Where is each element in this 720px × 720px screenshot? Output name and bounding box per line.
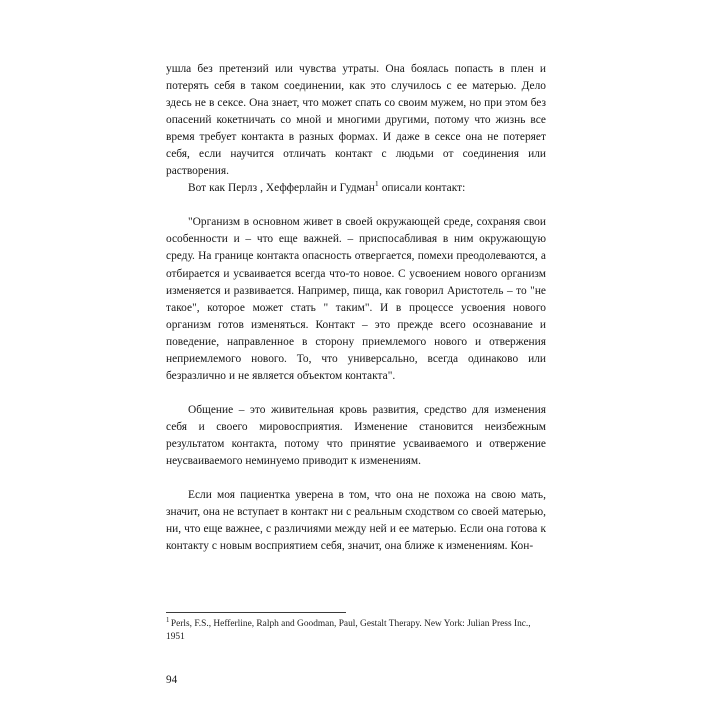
paragraph-blockquote: "Организм в основном живет в своей окружающей среде, сохраняя свои особенности и – что еще важней. – приспосабливая в ним окружающую среду. На границе контакта опасность отвергается, помехи преодолеваются, а отбирается и усваивается всегда что-то новое. С усвоением нового организм изменяется и развивается. Например, пища, как говорил Аристотель – то "не такое", которое может стать " таким". И в процессе усвоения нового организм готов изменяться. Контакт – это прежде всего осознавание и поведение, направленное в сторону приемлемого нового и отвержения неприемлемого нового. То, что универсально, всегда одинаково или безразлично и не является объектом контакта". (166, 216, 546, 382)
quote-intro-text-before-marker: Вот как Перлз , Хефферлайн и Гудман (188, 182, 375, 195)
footnote-number: 1 (166, 616, 170, 624)
paragraph-patient-case: Если моя пациентка уверена в том, что она не похожа на свою мать, значит, она не вступает в контакт ни с реальным сходством со своей матерью, ни, что еще важнее, с различиями между ней и ее матерью. Если она готова к контакту с новым восприятием себя, значит, она ближе к изменениям. Кон- (166, 489, 546, 553)
footnote-separator-rule (166, 612, 346, 613)
paragraph-obshchenie: Общение – это живительная кровь развития, средство для изменения себя и своего мировосприятия. Изменение становится неизбежным результатом контакта, потому что принятие усваиваемого и отвержение неусваиваемого неминуемо приводит к изменениям. (166, 403, 546, 467)
quote-intro-text-after-marker: описали контакт: (378, 182, 466, 195)
footnote-area (166, 612, 546, 644)
footnote-text: Perls, F.S., Hefferline, Ralph and Goodman, Paul, Gestalt Therapy. New York: Julian Press Inc., 1951 (166, 619, 531, 643)
page-text-block (166, 61, 546, 555)
footnote-entry (166, 618, 546, 644)
footnote-reference-marker: 1 (374, 179, 379, 189)
page-number: 94 (166, 674, 178, 686)
paragraph-quote-intro (166, 180, 546, 197)
paragraph-continuation: ушла без претензий или чувства утраты. Она боялась попасть в плен и потерять себя в таком соединении, как это случилось с ее матерью. Дело здесь не в сексе. Она знает, что может спать со своим мужем, но при этом без опасений кокетничать со мной и многими другими, потому что жизнь все время требует контакта в разных формах. И даже в сексе она не потеряет себя, если научится отличать контакт с людьми от соединения или растворения. (166, 63, 546, 178)
